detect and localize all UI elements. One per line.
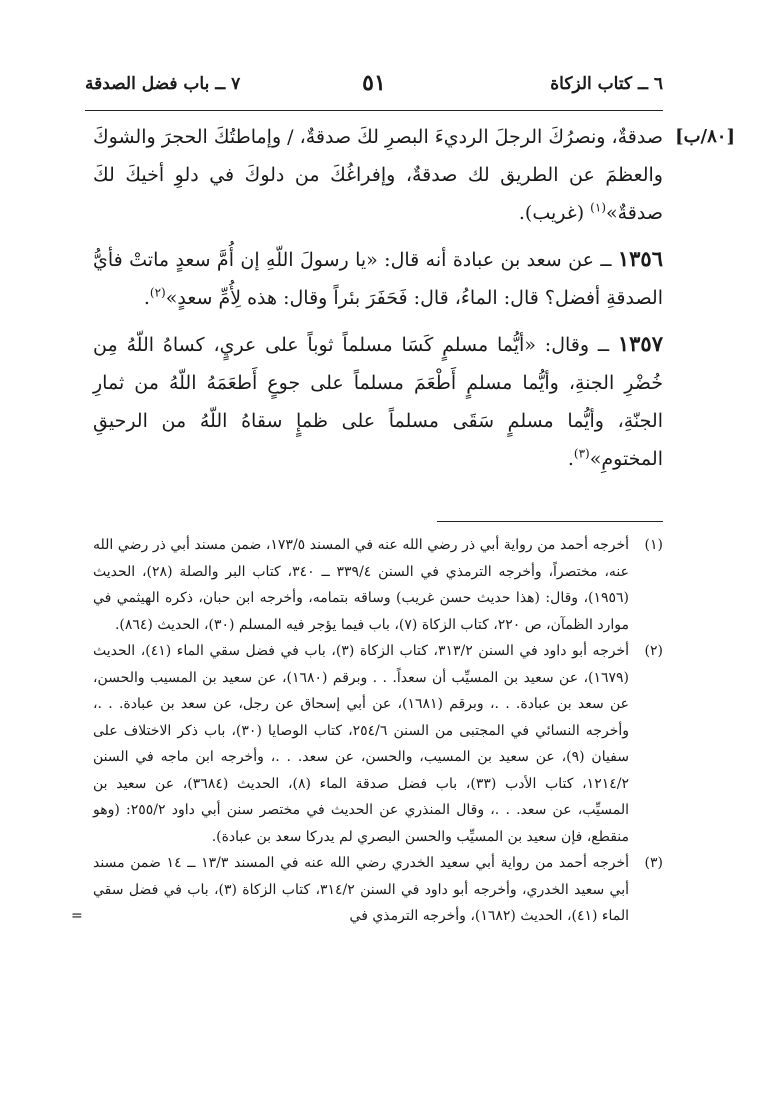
footnote-number: (٢) (644, 643, 663, 659)
hadith-number: ١٣٥٦ (617, 246, 663, 271)
footnote-text: أخرجه أحمد من رواية أبي سعيد الخدري رضي الله عنه في المسند ١٣/٣ ــ ١٤ ضمن مسند أبي سعيد الخدري، وأخرجه أبو داود في السنن ٣١٤/٢، كتاب الزكاة (٣)، باب في فضل سقي الماء (٤١)، الحديث (١٦٨٢)، وأخرجه الترمذي في (93, 855, 630, 924)
footnote-text: أخرجه أبو داود في السنن ٣١٣/٢، كتاب الزكاة (٣)، باب في فضل سقي الماء (٤١)، الحديث (١٦٧٩)، عن سعيد بن المسيِّب أن سعداً. . . وبرقم (١٦٨٠)، عن سعيد بن المسيب والحسن، عن سعد بن عبادة. . .، وبرقم (١٦٨١)، عن أبي إسحاق عن رجل، عن سعد بن عبادة. . .، وأخرجه النسائي في المجتبى من السنن ٢٥٤/٦، كتاب الوصايا (٣٠)، باب ذكر الاختلاف على سفيان (٩)، عن سعيد بن المسيب، والحسن، عن سعد. . .، وأخرجه ابن ماجه في السنن ١٢١٤/٢، كتاب الأدب (٣٣)، باب فضل صدقة الماء (٨)، الحديث (٣٦٨٤)، عن سعيد بن المسيِّب، عن سعد. . .، وقال المنذري عن الحديث في مختصر سنن أبي داود ٢٥٥/٢: (وهو منقطع، فإن سعيد بن المسيِّب والحسن البصري لم يدركا سعد بن عبادة). (93, 643, 630, 845)
header-rule (85, 110, 663, 111)
manuscript-folio-marker: [٨٠/ب] (675, 126, 735, 147)
footnote-ref-3[interactable]: (٣) (573, 446, 590, 461)
page-number: ٥١ (362, 70, 386, 96)
footnote-number: (٣) (644, 855, 663, 871)
footnote-ref-1[interactable]: (١) (590, 200, 606, 215)
footnote-1 (93, 532, 663, 638)
footnote-2 (93, 638, 663, 850)
book-title: ٦ ــ كتاب الزكاة (550, 74, 663, 94)
paragraph-continuation: صدقةٌ، ونصرُكَ الرجلَ الرديءَ البصرِ لكَ صدقةٌ، / وإماطتُكَ الحجرَ والشوكَ والعظمَ عن الطريق لك صدقةٌ، وإفراغُكَ من دلوكَ في دلوِ أخيكَ لكَ صدقةٌ»$^{(١)}$ (غريب). (93, 126, 663, 224)
continuation-mark: = (71, 908, 83, 924)
running-header (85, 70, 663, 106)
main-text (93, 118, 663, 486)
footnote-3 (71, 850, 663, 930)
footnote-separator (437, 521, 663, 522)
hadith-1356: ١٣٥٦ ــ عن سعد بن عبادة أنه قال: «يا رسولَ اللّهِ إن أُمَّ سعدٍ ماتتْ فأيُّ الصدقةِ أفضل؟ قال: الماءُ، قال: فَحَفَرَ بئراً وقال: هذه لِأُمِّ سعدٍ»$^{(٢)}$. (93, 246, 663, 309)
footnote-number: (١) (644, 537, 663, 553)
footnotes (71, 532, 663, 930)
chapter-title: ٧ ــ باب فضل الصدقة (85, 74, 241, 94)
hadith-1357: ١٣٥٧ ــ وقال: «أيُّما مسلمٍ كَسَا مسلماً ثوباً على عريٍ، كساهُ اللّهُ مِن خُضْرِ الجنةِ، وأيُّما مسلمٍ أَطْعَمَ مسلماً على جوعٍ أَطعَمَهُ اللّهُ من ثمارِ الجنّةِ، وأيُّما مسلمٍ سَقَى مسلماً على ظمإٍ سقاهُ اللّهُ من الرحيقِ المختومِ»$^{(٣)}$. (93, 331, 663, 470)
footnote-ref-2[interactable]: (٢) (149, 285, 166, 300)
footnote-text: أخرجه أحمد من رواية أبي ذر رضي الله عنه في المسند ١٧٣/٥، ضمن مسند أبي ذر رضي الله عنه، مختصراً، وأخرجه الترمذي في السنن ٣٣٩/٤ ــ ٣٤٠، كتاب البر والصلة (٢٨)، الحديث (١٩٥٦)، وقال: (هذا حديث حسن غريب) وساقه بتمامه، وأخرجه ابن حبان، ذكره الهيثمي في موارد الظمآن، ص ٢٢٠، كتاب الزكاة (٧)، باب فيما يؤجر فيه المسلم (٣٠)، الحديث (٨٦٤). (93, 537, 629, 633)
hadith-number: ١٣٥٧ (617, 331, 663, 356)
